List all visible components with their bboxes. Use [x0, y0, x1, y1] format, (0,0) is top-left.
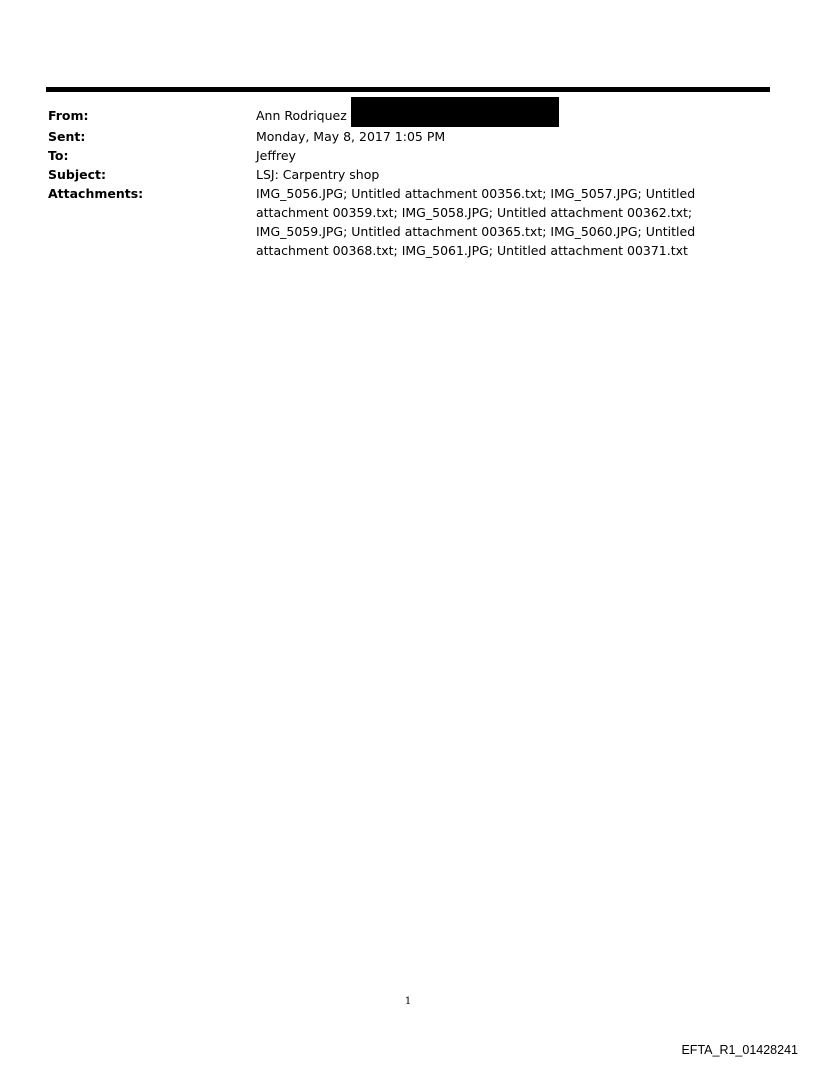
header-rule: [46, 87, 770, 92]
to-label: To:: [48, 148, 69, 163]
attachments-row: [48, 184, 764, 260]
sender-name: Ann Rodriquez: [256, 108, 347, 123]
from-label: From:: [48, 108, 89, 123]
attachments-label: Attachments:: [48, 186, 144, 201]
page-number: 1: [404, 996, 412, 1007]
attachments-value: IMG_5056.JPG; Untitled attachment 00356.txt; IMG_5057.JPG; Untitled attachment 00359.txt; IMG_5058.JPG; Untitled attachment 00362.txt; IMG_5059.JPG; Untitled attachment 00365.txt; IMG_5060.JPG; Untitled attachment 00368.txt; IMG_5061.JPG; Untitled attachment 00371.txt: [256, 186, 696, 258]
sent-label: Sent:: [48, 129, 86, 144]
document-id: EFTA_R1_01428241: [681, 1043, 798, 1057]
sent-value: Monday, May 8, 2017 1:05 PM: [256, 129, 446, 144]
from-value: [256, 106, 764, 127]
subject-value: LSJ: Carpentry shop: [256, 167, 380, 182]
subject-label: Subject:: [48, 167, 106, 182]
from-row: [48, 106, 764, 127]
to-value: Jeffrey: [256, 148, 296, 163]
subject-row: [48, 165, 764, 184]
sent-row: [48, 127, 764, 146]
to-row: [48, 146, 764, 165]
email-header: [48, 106, 764, 260]
redaction-block: [351, 97, 559, 127]
